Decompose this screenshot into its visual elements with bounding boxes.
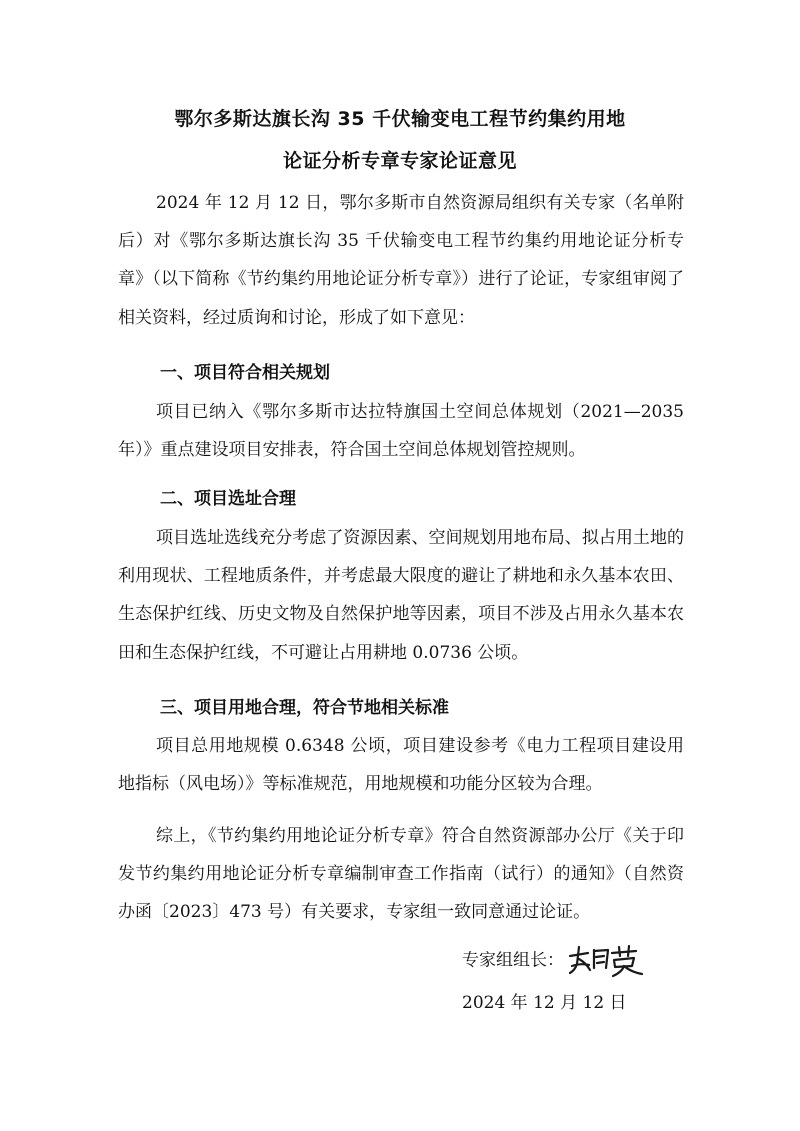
section-2-paragraph (118, 519, 684, 672)
section-1-heading: 一、项目符合相关规划 (160, 363, 330, 383)
conclusion-paragraph (118, 817, 684, 932)
section-3-heading: 三、项目用地合理，符合节地相关标准 (160, 698, 449, 718)
document-title-line1: 鄂尔多斯达旗长沟 35 千伏输变电工程节约集约用地 (174, 108, 626, 130)
intro-text: 2024 年 12 月 12 日，鄂尔多斯市自然资源局组织有关专家（名单附后）对《鄂尔多斯达旗长沟 35 千伏输变电工程节约集约用地论证分析专章》（以下简称《节约集约用地论证分析专章》）进行了论证，专家组审阅了相关资料，经过质询和讨论，形成了如下意见： (118, 193, 684, 328)
signature-label: 专家组组长： (462, 950, 564, 971)
conclusion-text: 综上，《节约集约用地论证分析专章》符合自然资源部办公厅《关于印发节约集约用地论证分析专章编制审查工作指南（试行）的通知》（自然资办函〔2023〕473 号）有关要求，专家组一致同意通过论证。 (118, 826, 684, 923)
section-2-text: 项目选址选线充分考虑了资源因素、空间规划用地布局、拟占用土地的利用现状、工程地质条件，并考虑最大限度的避让了耕地和永久基本农田、生态保护红线、历史文物及自然保护地等因素，项目不涉及占用永久基本农田和生态保护红线，不可避让占用耕地 0.0736 公顷。 (118, 528, 684, 663)
section-3-text: 项目总用地规模 0.6348 公顷，项目建设参考《电力工程项目建设用地指标（风电场）》等标准规范，用地规模和功能分区较为合理。 (118, 736, 684, 795)
intro-paragraph (118, 184, 684, 337)
signature-row (462, 944, 646, 978)
document-title-line2: 论证分析专章专家论证意见 (282, 150, 517, 172)
section-3-paragraph (118, 727, 684, 803)
document-date: 2024 年 12 月 12 日 (462, 993, 627, 1013)
handwritten-signature-icon (566, 944, 646, 978)
section-1-paragraph (118, 393, 684, 469)
section-1-text: 项目已纳入《鄂尔多斯市达拉特旗国土空间总体规划（2021—2035年）》重点建设项目安排表，符合国土空间总体规划管控规则。 (118, 402, 684, 461)
section-2-heading: 二、项目选址合理 (160, 489, 296, 509)
